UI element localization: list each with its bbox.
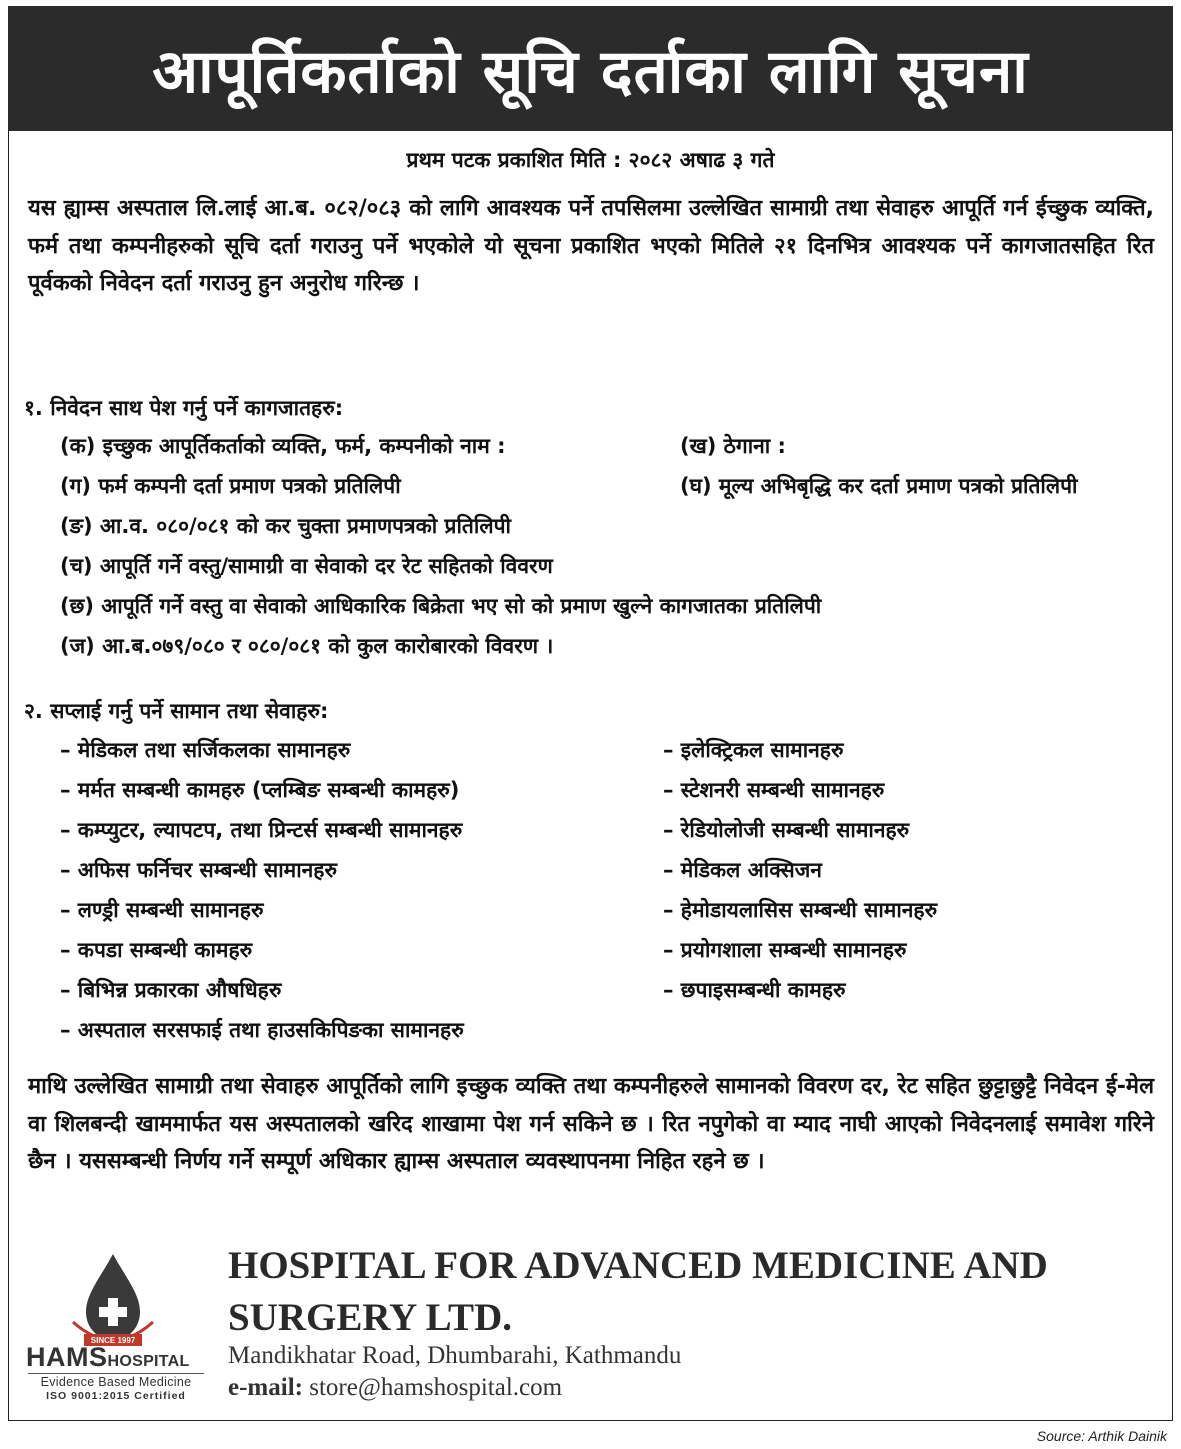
service-item: – छपाइसम्बन्धी कामहरु [663, 978, 846, 1002]
service-item: – रेडियोलोजी सम्बन्धी सामानहरु [663, 818, 910, 842]
service-item: – लण्ड्री सम्बन्धी सामानहरु [60, 898, 264, 922]
section1-title: १. निवेदन साथ पेश गर्नु पर्ने कागजातहरु: [24, 396, 344, 420]
doc-item: (ज) आ.ब.०७९/०८० र ०८०/०८१ को कुल कारोबारको विवरण । [60, 634, 554, 658]
publish-date: प्रथम पटक प्रकाशित मिति : २०८२ अषाढ ३ गते [406, 148, 775, 172]
service-item: – अस्पताल सरसफाई तथा हाउसकिपिङका सामानहरु [60, 1018, 464, 1042]
service-item: – कपडा सम्बन्धी कामहरु [60, 938, 253, 962]
service-item: – हेमोडायलासिस सम्बन्धी सामानहरु [663, 898, 938, 922]
service-item: – स्टेशनरी सम्बन्धी सामानहरु [663, 778, 885, 802]
doc-item: (ख) ठेगाना : [680, 434, 786, 458]
doc-item: (छ) आपूर्ति गर्ने वस्तु वा सेवाको आधिकारिक बिक्रेता भए सो को प्रमाण खुल्ने कागजातका प्रतिलिपी [60, 594, 822, 618]
organization-name: HOSPITAL FOR ADVANCED MEDICINE AND SURGERY LTD. [228, 1244, 1048, 1339]
service-item: – इलेक्ट्रिकल सामानहरु [663, 738, 844, 762]
notice-title: आपूर्तिकर्ताको सूचि दर्ताका लागि सूचना [8, 6, 1173, 131]
service-item: – मर्मत सम्बन्धी कामहरु (प्लम्बिङ सम्बन्धी कामहरु) [60, 778, 460, 802]
source-credit: Source: Arthik Dainik [1036, 1428, 1167, 1444]
email-link[interactable]: store@hamshospital.com [309, 1374, 563, 1401]
intro-paragraph: यस ह्याम्स अस्पताल लि.लाई आ.ब. ०८२/०८३ को लागि आवश्यक पर्ने तपसिलमा उल्लेखित सामाग्री तथा सेवाहरु आपूर्ति गर्न ईच्छुक व्यक्ति, फर्म तथा कम्पनीहरुको सूचि दर्ता गराउनु पर्ने भएकोले यो सूचना प्रकाशित भएको मितिले २१ दिनभित्र आवश्यक पर्ने कागजातसहित रित पूर्वकको निवेदन दर्ता गराउनु हुन अनुरोध गरिन्छ । [28, 196, 1154, 296]
service-item: – बिभिन्न प्रकारका औषधिहरु [60, 978, 282, 1002]
logo-tagline: Evidence Based Medicine [28, 1373, 204, 1389]
doc-item: (ङ) आ.व. ०८०/०८१ को कर चुक्ता प्रमाणपत्रको प्रतिलिपी [60, 514, 511, 538]
service-item: – मेडिकल तथा सर्जिकलका सामानहरु [60, 738, 351, 762]
drop-icon [86, 1254, 140, 1340]
service-item: – कम्प्युटर, ल्यापटप, तथा प्रिन्टर्स सम्बन्धी सामानहरु [60, 818, 463, 842]
service-item: – मेडिकल अक्सिजन [663, 858, 822, 882]
service-item: – अफिस फर्निचर सम्बन्धी सामानहरु [60, 858, 338, 882]
doc-item: (घ) मूल्य अभिबृद्धि कर दर्ता प्रमाण पत्रको प्रतिलिपी [680, 474, 1078, 498]
logo-iso: ISO 9001:2015 Certified [46, 1390, 186, 1402]
doc-item: (ग) फर्म कम्पनी दर्ता प्रमाण पत्रको प्रतिलिपी [60, 474, 401, 498]
closing-paragraph: माथि उल्लेखित सामाग्री तथा सेवाहरु आपूर्तिको लागि इच्छुक व्यक्ति तथा कम्पनीहरुले सामानको विवरण दर, रेट सहित छुट्टाछुट्टै निवेदन ई-मेल वा शिलबन्दी खाममार्फत यस अस्पतालको खरिद शाखामा पेश गर्न सकिने छ । रित नपुगेको वा म्याद नाघी आएको निवेदनलाई समावेश गरिने छैन । यससम्बन्धी निर्णय गर्ने सम्पूर्ण अधिकार ह्याम्स अस्पताल व्यवस्थापनमा निहित रहने छ । [28, 1074, 1154, 1174]
service-item: – प्रयोगशाला सम्बन्धी सामानहरु [663, 938, 907, 962]
organization-address: Mandikhatar Road, Dhumbarahi, Kathmandu [228, 1342, 682, 1369]
logo-name: HAMSHOSPITAL [26, 1342, 190, 1372]
doc-item: (क) इच्छुक आपूर्तिकर्ताको व्यक्ति, फर्म, कम्पनीको नाम : [60, 434, 506, 458]
logo-since: SINCE 1997 [90, 1336, 136, 1345]
doc-item: (च) आपूर्ति गर्ने वस्तु/सामाग्री वा सेवाको दर रेट सहितको विवरण [60, 554, 553, 578]
organization-email: e-mail: store@hamshospital.com [228, 1374, 563, 1401]
section2-title: २. सप्लाई गर्नु पर्ने सामान तथा सेवाहरु: [24, 699, 329, 723]
